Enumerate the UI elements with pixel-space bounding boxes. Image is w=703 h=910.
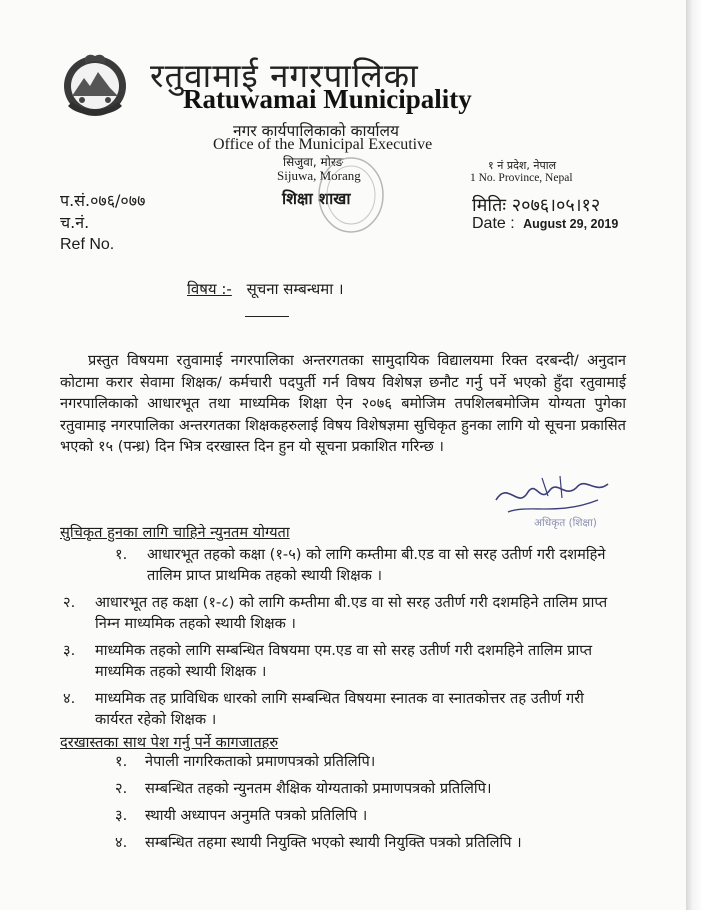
reference-block <box>60 190 145 256</box>
date-english <box>472 215 618 233</box>
office-name-english: Office of the Municipal Executive <box>213 136 433 153</box>
ref-number: Ref No. <box>60 236 115 253</box>
address-nepali: सिजुवा, मोरङ <box>283 155 344 169</box>
office-name-nepali: नगर कार्यपालिकाको कार्यालय <box>233 122 400 140</box>
list-item <box>115 751 615 778</box>
list-item <box>115 805 615 832</box>
item-number: ३. <box>63 642 76 659</box>
item-text: माध्यमिक तह प्राविधिक धारको लागि सम्बन्धित विषयमा स्नातक वा स्नातकोत्तर तह उतीर्ण गरी कार्यरत रहेको शिक्षक । <box>95 690 584 728</box>
item-number: १. <box>115 753 128 770</box>
department-name: शिक्षा शाखा <box>282 189 351 208</box>
dispatch-number: च.नं. <box>60 213 90 232</box>
item-text: माध्यमिक तहको लागि सम्बन्धित विषयमा एम.एड वा सो सरह उतीर्ण गरी दशमहिने तालिम प्राप्त माध्यमिक तहको स्थायी शिक्षक । <box>95 642 593 680</box>
date-english-label: Date : <box>472 215 515 232</box>
subject-text: सूचना सम्बन्धमा । <box>246 280 344 298</box>
municipality-title-nepali: रतुवामाई नगरपालिका <box>150 56 419 95</box>
signatory-title: अधिकृत (शिक्षा) <box>534 517 597 529</box>
item-text: स्थायी अध्यापन अनुमति पत्रको प्रतिलिपि । <box>145 807 368 824</box>
office-stamp-icon <box>316 155 386 235</box>
date-nepali <box>472 193 600 217</box>
list-item <box>63 688 625 730</box>
address-english: Sijuwa, Morang <box>277 168 361 183</box>
documents-list <box>115 751 615 859</box>
municipality-title-english: Ratuwamai Municipality <box>183 84 472 114</box>
item-text: सम्बन्धित तहको न्युनतम शैक्षिक योग्यताको प्रमाणपत्रको प्रतिलिपि। <box>145 780 492 797</box>
item-number: ३. <box>115 807 128 824</box>
item-number: ४. <box>63 690 76 707</box>
date-nepali-value: २०७६।०५।१२ <box>511 195 601 216</box>
list-item <box>115 544 625 586</box>
item-text: आधारभूत तह कक्षा (१-८) को लागि कम्तीमा बी.एड वा सो सरह उतीर्ण गरी दशमहिने तालिम प्राप्त निम्न माध्यमिक तहको स्थायी शिक्षक । <box>95 594 608 632</box>
subject-divider <box>245 316 289 317</box>
item-text: आधारभूत तहको कक्षा (१-५) को लागि कम्तीमा बी.एड वा सो सरह उतीर्ण गरी दशमहिने तालिम प्राप्त प्राथमिक तहको स्थायी शिक्षक । <box>147 546 606 584</box>
province-nepali: १ नं प्रदेश, नेपाल <box>488 159 557 172</box>
subject-line <box>187 279 344 299</box>
notice-paragraph: प्रस्तुत विषयमा रतुवामाई नगरपालिका अन्तरगतका सामुदायिक विद्यालयमा रिक्त दरबन्दी/ अनुदान कोटामा करार सेवामा शिक्षक/ कर्मचारी पदपुर्ती गर्न विषय विशेषज्ञ छनौट गर्नु पर्ने भएको हुँदा रतुवामाई नगरपालिकाको आधारभूत तथा माध्यमिक शिक्षा ऐन २०७६ बमोजिम तपशिलबमोजिम योग्यता पुगेका रतुवामाइ नगरपालिका अन्तरगतका शिक्षकहरुलाई विषय विशेषज्ञमा सुचिकृत हुनका लागि यो सूचना प्रकासित भएको १५ (पन्ध्र) दिन भित्र दरखास्त दिन हुन यो सूचना प्रकाशित गरिन्छ । <box>60 352 626 455</box>
item-number: ४. <box>115 834 128 851</box>
item-text: सम्बन्धित तहमा स्थायी नियुक्ति भएको स्थायी नियुक्ति पत्रको प्रतिलिपि । <box>145 834 522 851</box>
list-item <box>63 592 625 634</box>
subject-label: विषय :- <box>187 280 232 298</box>
item-text: नेपाली नागरिकताको प्रमाणपत्रको प्रतिलिपि। <box>145 753 376 770</box>
date-english-value: August 29, 2019 <box>523 217 619 231</box>
letter-number: प.सं.०७६/०७७ <box>60 191 146 210</box>
qualifications-heading: सुचिकृत हुनका लागि चाहिने न्युनतम योग्यता <box>60 524 290 541</box>
list-item <box>115 778 615 805</box>
item-number: २. <box>115 780 128 797</box>
documents-heading: दरखास्तका साथ पेश गर्नु पर्ने कागजातहरु <box>60 734 279 751</box>
list-item <box>115 832 615 859</box>
item-number: २. <box>63 594 76 611</box>
qualifications-list <box>63 544 625 736</box>
date-nepali-label: मितिः <box>472 195 506 216</box>
nepal-emblem-icon <box>60 48 130 120</box>
scan-edge <box>686 0 703 910</box>
list-item <box>63 640 625 682</box>
item-number: १. <box>115 546 128 563</box>
province-english: 1 No. Province, Nepal <box>470 172 573 184</box>
